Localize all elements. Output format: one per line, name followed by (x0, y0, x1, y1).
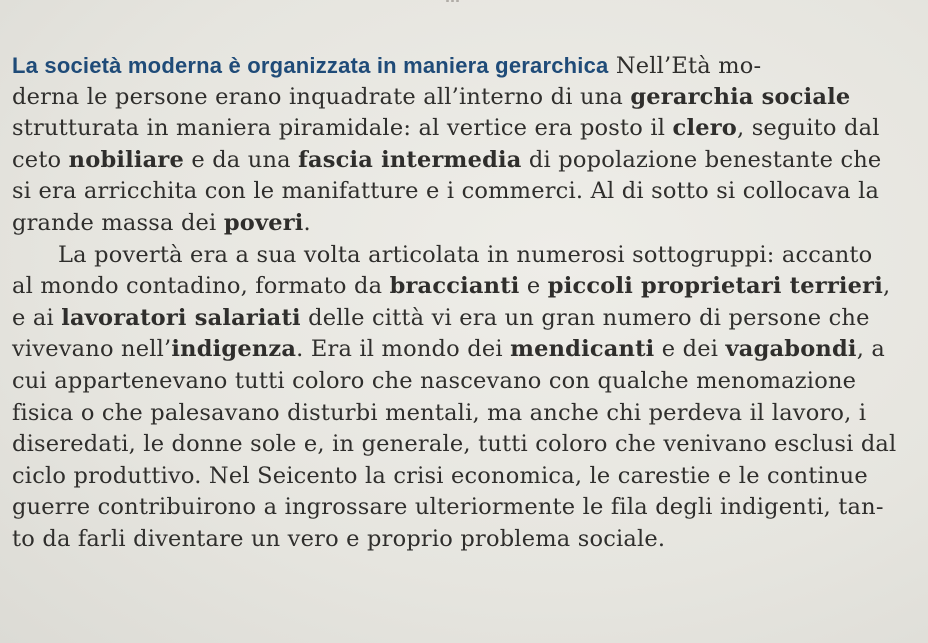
paragraph-1-line-1: La società moderna è organizzata in maniera gerarchica Nell’Età mo- (12, 53, 762, 79)
cut-off-header-fragment (445, 0, 535, 6)
paragraph-2-line-10: to da farli diventare un vero e proprio problema sociale. (12, 525, 666, 552)
section-heading: La società moderna è organizzata in maniera gerarchica (12, 53, 609, 78)
page-text (12, 50, 918, 556)
paragraph-2-line-9: guerre contribuirono a ingrossare ulteriormente le fila degli indigenti, tan- (12, 494, 884, 521)
paragraph-2-line-7: diseredati, le donne sole e, in generale, tutti coloro che venivano esclusi dal (12, 431, 897, 458)
paragraph-2-line-1: La povertà era a sua volta articolata in numerosi sottogruppi: accanto (58, 241, 873, 268)
paragraph-1-line-4: ceto nobiliare e da una fascia intermedia di popolazione benestante che (12, 146, 882, 173)
paragraph-2-line-6: fisica o che palesavano disturbi mentali, ma anche chi perdeva il lavoro, i (12, 399, 867, 426)
paragraph-1-line-3: strutturata in maniera piramidale: al vertice era posto il clero, seguito dal (12, 115, 880, 142)
paragraph-2-line-3: e ai lavoratori salariati delle città vi era un gran numero di persone che (12, 304, 870, 331)
paragraph-1-line-2: derna le persone erano inquadrate all’interno di una gerarchia sociale (12, 83, 851, 110)
paragraph-2-line-2: al mondo contadino, formato da braccianti e piccoli proprietari terrieri, (12, 273, 891, 300)
paragraph-2-line-8: ciclo produttivo. Nel Seicento la crisi economica, le carestie e le continue (12, 462, 868, 489)
paragraph-1-line-6: grande massa dei poveri. (12, 209, 311, 236)
paragraph-2-line-5: cui appartenevano tutti coloro che nascevano con qualche menomazione (12, 367, 857, 394)
paragraph-1-line-5: si era arricchita con le manifatture e i commerci. Al di sotto si collocava la (12, 178, 880, 205)
paragraph-2-line-4: vivevano nell’indigenza. Era il mondo dei mendicanti e dei vagabondi, a (12, 336, 886, 363)
